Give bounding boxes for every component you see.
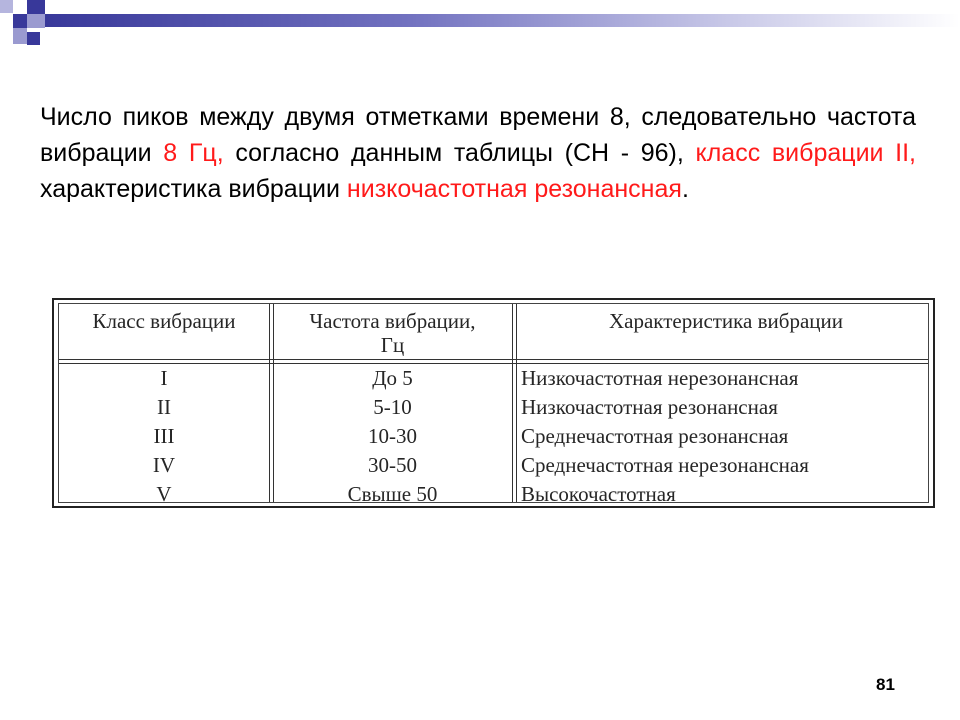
table-divider (59, 359, 928, 360)
paragraph-text-4: . (681, 175, 689, 203)
deco-square-light-mid (27, 14, 45, 28)
deco-square-dark-top (27, 0, 45, 14)
paragraph-highlight-characteristic: низкочастотная резонансная (346, 175, 682, 203)
table-row (59, 482, 928, 511)
table-cell-class: I (160, 366, 168, 390)
table-header-frequency-line2: Гц (380, 333, 405, 357)
table-cell-characteristic: Среднечастотная нерезонансная (521, 453, 809, 477)
table-cell-frequency: 30-50 (368, 453, 417, 477)
deco-square-light-bottom (13, 28, 27, 44)
paragraph-text-2: согласно данным таблицы (СН - 96), (223, 139, 696, 167)
table-cell-characteristic: Среднечастотная резонансная (521, 424, 789, 448)
table-header-class: Класс вибрации (92, 309, 236, 333)
paragraph-text-1: Число пиков между двумя отметками времени 8, следовательно частота вибрации (40, 103, 916, 167)
table-divider (59, 363, 928, 364)
table-cell-frequency: 5-10 (373, 395, 412, 419)
table-header-frequency-line1: Частота вибрации, (309, 309, 476, 333)
table-cell-class: III (153, 424, 175, 448)
table-row (59, 395, 928, 424)
table-row (59, 453, 928, 482)
table-cell-characteristic: Высокочастотная (521, 482, 676, 506)
page-number: 81 (876, 675, 895, 694)
table-header-frequency (273, 309, 512, 357)
body-paragraph (40, 99, 916, 207)
table-cell-class: II (157, 395, 171, 419)
vibration-class-table (52, 298, 935, 508)
table-inner-frame (58, 303, 929, 506)
paragraph-text-3: характеристика вибрации (40, 175, 347, 203)
deco-square-dark-bottom (27, 32, 40, 45)
table-header-characteristic: Характеристика вибрации (608, 309, 844, 333)
paragraph-highlight-frequency: 8 Гц, (163, 139, 224, 167)
deco-gradient-stripe (45, 14, 960, 27)
table-cell-class: V (156, 482, 172, 506)
slide-decoration (0, 0, 960, 60)
table-cell-characteristic: Низкочастотная резонансная (521, 395, 778, 419)
paragraph-highlight-class: класс вибрации II, (695, 139, 916, 167)
table-row (59, 366, 928, 395)
deco-square-light-top (0, 0, 13, 13)
table-row (59, 424, 928, 453)
table-cell-class: IV (152, 453, 176, 477)
table-cell-frequency: Свыше 50 (347, 482, 438, 506)
deco-square-dark-mid (13, 14, 27, 28)
table-cell-frequency: 10-30 (368, 424, 417, 448)
table-cell-characteristic: Низкочастотная нерезонансная (521, 366, 799, 390)
table-cell-frequency: До 5 (372, 366, 413, 390)
